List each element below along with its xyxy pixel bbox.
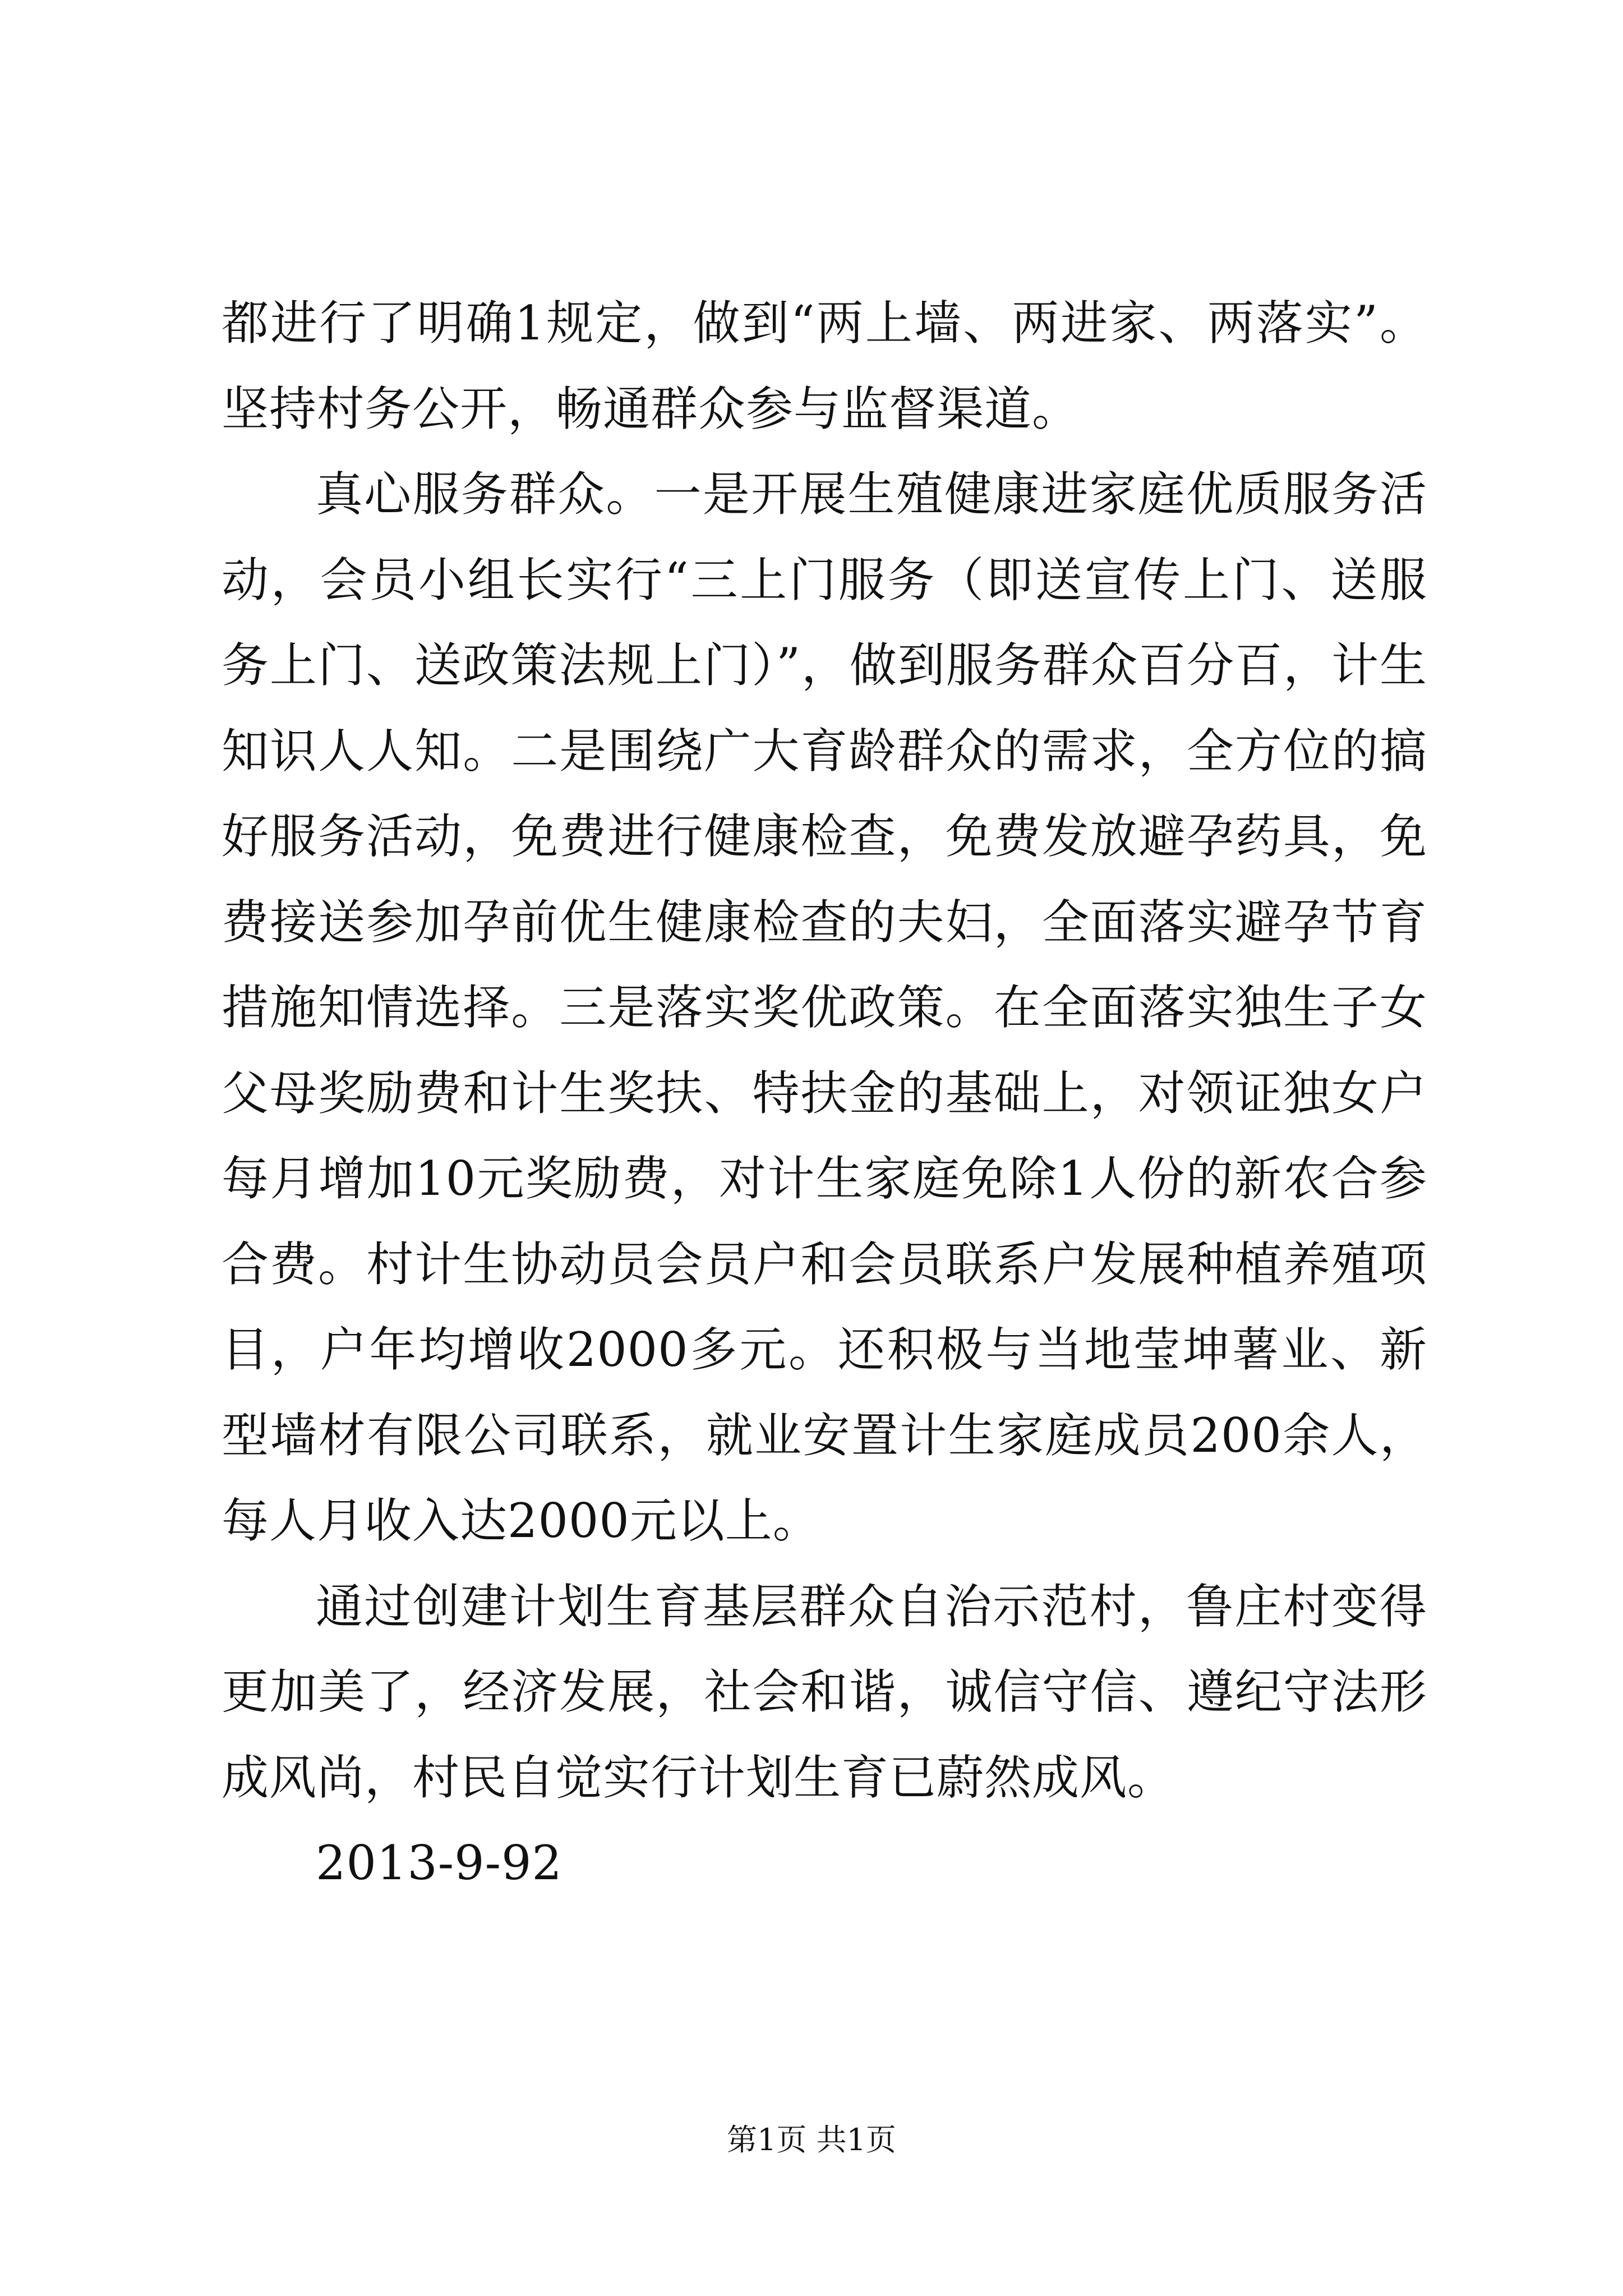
document-date: 2013-9-92: [316, 1835, 562, 1890]
page-footer: 第1页 共1页: [727, 2122, 896, 2157]
paragraph-service: 真心服务群众。一是开展生殖健康进家庭优质服务活动，会员小组长实行“三上门服务（即送宣传上门、送服务上门、送政策法规上门）”，做到服务群众百分百，计生知识人人知。二是围绕广大育龄群众的需求，全方位的搞好服务活动，免费进行健康检查，免费发放避孕药具，免费接送参加孕前优生健康检查的夫妇，全面落实避孕节育措施知情选择。三是落实奖优政策。在全面落实独生子女父母奖励费和计生奖扶、特扶金的基础上，对领证独女户每月增加10元奖励费，对计生家庭免除1人份的新农合参合费。村计生协动员会员户和会员联系户发展种植养殖项目，户年均增收2000多元。还积极与当地莹坤薯业、新型墙材有限公司联系，就业安置计生家庭成员200余人，每人月收入达2000元以上。: [222, 467, 1427, 1548]
paragraph-continuation: 都进行了明确1规定，做到“两上墙、两进家、两落实”。坚持村务公开，畅通群众参与监督渠道。: [222, 296, 1427, 436]
document-body: [222, 280, 1427, 1906]
paragraph-conclusion: 通过创建计划生育基层群众自治示范村，鲁庄村变得更加美了，经济发展，社会和谐，诚信守信、遵纪守法形成风尚，村民自觉实行计划生育已蔚然成风。: [222, 1579, 1427, 1805]
